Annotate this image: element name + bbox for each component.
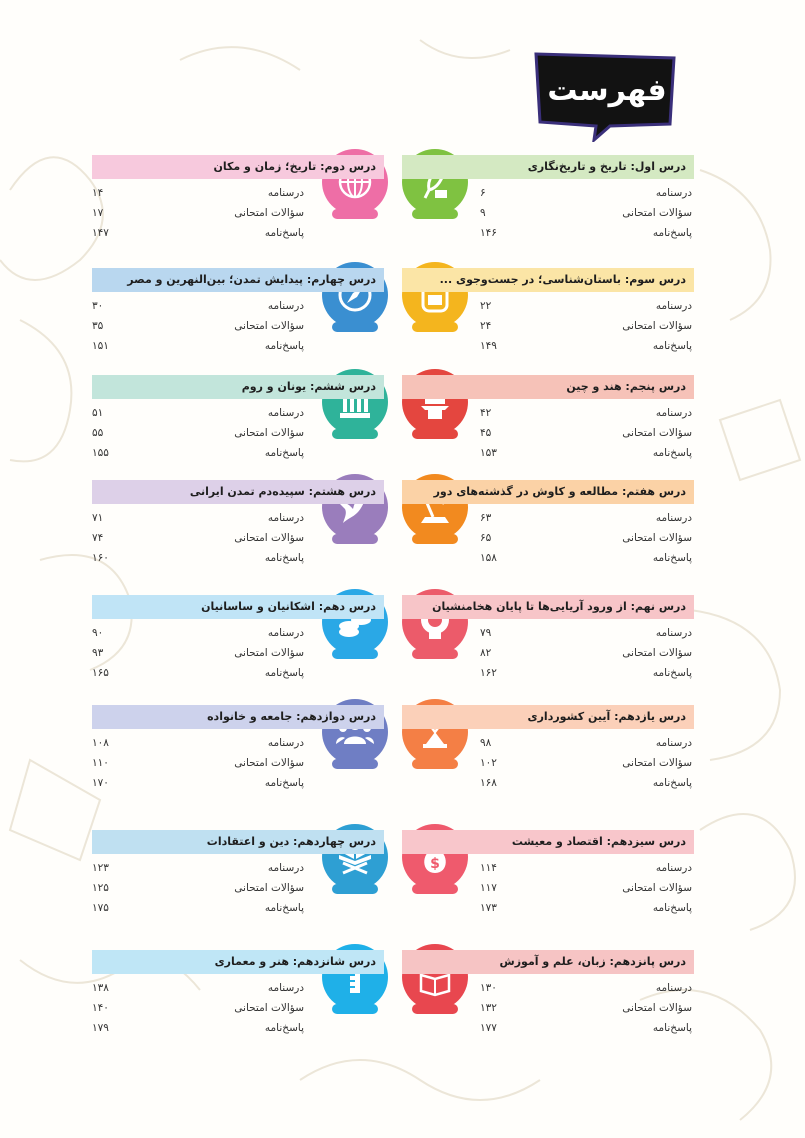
toc-row-page-number: ۷۹ (480, 627, 492, 639)
toc-row-page-number: ۱۶۸ (480, 777, 497, 789)
toc-row-label: درسنامه (267, 982, 304, 994)
toc-row[interactable] (480, 862, 692, 880)
toc-row-label: سؤالات امتحانی (234, 757, 304, 769)
toc-row[interactable] (480, 777, 692, 795)
toc-row[interactable] (92, 207, 304, 225)
toc-row[interactable] (480, 1002, 692, 1020)
lesson-title[interactable]: درس دهم: اشکانیان و ساسانیان (201, 600, 376, 613)
toc-row[interactable] (480, 647, 692, 665)
toc-row[interactable] (480, 1022, 692, 1040)
toc-row-page-number: ۱۷۹ (92, 1022, 109, 1034)
lesson-entry[interactable] (402, 155, 694, 255)
toc-row-label: سؤالات امتحانی (234, 647, 304, 659)
toc-row-label: سؤالات امتحانی (234, 320, 304, 332)
toc-row-page-number: ۶۵ (480, 532, 492, 544)
toc-row[interactable] (480, 982, 692, 1000)
toc-row-label: پاسخ‌نامه (264, 447, 304, 459)
toc-row-label: سؤالات امتحانی (622, 427, 692, 439)
toc-row[interactable] (92, 757, 304, 775)
toc-row-label: درسنامه (655, 862, 692, 874)
lesson-entry[interactable] (92, 155, 384, 255)
lesson-title[interactable]: درس دوازدهم: جامعه و خانواده (207, 710, 376, 723)
lesson-entry[interactable] (92, 950, 384, 1050)
lesson-title[interactable]: درس سیزدهم: اقتصاد و معیشت (511, 835, 686, 848)
toc-row-page-number: ۱۴۷ (92, 227, 109, 239)
toc-row[interactable] (480, 427, 692, 445)
toc-row[interactable] (92, 340, 304, 358)
toc-row-label: سؤالات امتحانی (622, 532, 692, 544)
toc-row-label: درسنامه (655, 737, 692, 749)
toc-row-page-number: ۲۴ (480, 320, 492, 332)
toc-row-label: درسنامه (655, 512, 692, 524)
toc-row-label: سؤالات امتحانی (622, 207, 692, 219)
toc-row-page-number: ۱۵۵ (92, 447, 109, 459)
toc-row-page-number: ۱۴ (92, 187, 104, 199)
toc-row-label: پاسخ‌نامه (652, 340, 692, 352)
toc-row[interactable] (480, 882, 692, 900)
lesson-title[interactable]: درس یازدهم: آیین کشورداری (527, 710, 686, 723)
toc-row-page-number: ۵۱ (92, 407, 104, 419)
toc-row[interactable] (92, 902, 304, 920)
toc-row-label: درسنامه (655, 627, 692, 639)
toc-row-page-number: ۱۴۹ (480, 340, 497, 352)
toc-row[interactable] (480, 757, 692, 775)
toc-row-label: درسنامه (267, 737, 304, 749)
toc-row-page-number: ۶ (480, 187, 486, 199)
lesson-title[interactable]: درس سوم: باستان‌شناسی؛ در جست‌وجوی ... (439, 273, 686, 286)
lesson-entry[interactable] (92, 595, 384, 695)
toc-row-label: درسنامه (655, 982, 692, 994)
toc-row[interactable] (92, 862, 304, 880)
toc-row[interactable] (480, 627, 692, 645)
toc-row[interactable] (480, 407, 692, 425)
toc-row-page-number: ۲۲ (480, 300, 492, 312)
toc-row[interactable] (92, 667, 304, 685)
lesson-entry[interactable] (402, 705, 694, 805)
toc-row-label: پاسخ‌نامه (652, 552, 692, 564)
lesson-title[interactable]: درس ششم: یونان و روم (241, 380, 376, 393)
lesson-entry[interactable] (92, 830, 384, 930)
toc-row[interactable] (92, 227, 304, 245)
toc-row-label: پاسخ‌نامه (264, 1022, 304, 1034)
lesson-entry[interactable] (92, 268, 384, 368)
lesson-title[interactable]: درس چهاردهم: دین و اعتقادات (206, 835, 376, 848)
toc-row-page-number: ۶۳ (480, 512, 492, 524)
toc-row-page-number: ۱۴۶ (480, 227, 497, 239)
toc-row-page-number: ۴۵ (480, 427, 492, 439)
toc-row-label: درسنامه (655, 300, 692, 312)
toc-row[interactable] (480, 902, 692, 920)
toc-row[interactable] (92, 320, 304, 338)
toc-row-label: درسنامه (267, 187, 304, 199)
lesson-title[interactable]: درس پانزدهم: زبان، علم و آموزش (499, 955, 686, 968)
lesson-title[interactable]: درس پنجم: هند و چین (566, 380, 686, 393)
toc-row-label: سؤالات امتحانی (622, 647, 692, 659)
toc-row-label: پاسخ‌نامه (264, 902, 304, 914)
toc-row[interactable] (480, 667, 692, 685)
toc-row-label: پاسخ‌نامه (652, 447, 692, 459)
toc-row-page-number: ۹ (480, 207, 486, 219)
toc-row[interactable] (480, 532, 692, 550)
lesson-title[interactable]: درس اول: تاریخ و تاریخ‌نگاری (527, 160, 686, 173)
toc-row-page-number: ۱۷۷ (480, 1022, 497, 1034)
toc-row-page-number: ۱۳۸ (92, 982, 109, 994)
toc-row-label: پاسخ‌نامه (652, 667, 692, 679)
toc-row[interactable] (92, 882, 304, 900)
lesson-title[interactable]: درس هفتم: مطالعه و کاوش در گذشته‌های دور (433, 485, 686, 498)
toc-row-label: درسنامه (267, 300, 304, 312)
toc-row-label: سؤالات امتحانی (234, 207, 304, 219)
toc-row[interactable] (92, 532, 304, 550)
page-title-box (532, 50, 678, 142)
toc-row-page-number: ۱۶۲ (480, 667, 497, 679)
toc-row-label: سؤالات امتحانی (234, 427, 304, 439)
lesson-entry[interactable] (402, 595, 694, 695)
toc-row-label: درسنامه (267, 627, 304, 639)
lesson-entry[interactable] (92, 705, 384, 805)
toc-row-label: سؤالات امتحانی (622, 882, 692, 894)
toc-row-page-number: ۱۷۵ (92, 902, 109, 914)
toc-row-page-number: ۱۷ (92, 207, 104, 219)
toc-row-label: پاسخ‌نامه (264, 777, 304, 789)
toc-row-page-number: ۱۱۴ (480, 862, 497, 874)
toc-row-page-number: ۵۵ (92, 427, 104, 439)
lesson-title[interactable]: درس هشتم: سپیده‌دم تمدن ایرانی (189, 485, 376, 498)
toc-row[interactable] (92, 512, 304, 530)
toc-row-page-number: ۳۵ (92, 320, 104, 332)
lesson-entry[interactable] (402, 830, 694, 930)
toc-row-page-number: ۱۶۰ (92, 552, 109, 564)
toc-row[interactable] (480, 187, 692, 205)
toc-row-page-number: ۹۸ (480, 737, 492, 749)
lesson-title[interactable]: درس شانزدهم: هنر و معماری (214, 955, 376, 968)
toc-row[interactable] (480, 227, 692, 245)
toc-row[interactable] (92, 647, 304, 665)
toc-row-label: پاسخ‌نامه (264, 552, 304, 564)
toc-row-label: پاسخ‌نامه (264, 227, 304, 239)
toc-row-label: درسنامه (267, 407, 304, 419)
toc-row[interactable] (92, 737, 304, 755)
toc-row-page-number: ۴۲ (480, 407, 492, 419)
toc-row[interactable] (92, 427, 304, 445)
toc-row[interactable] (480, 320, 692, 338)
toc-row[interactable] (480, 207, 692, 225)
toc-row-page-number: ۹۳ (92, 647, 104, 659)
toc-row-label: سؤالات امتحانی (622, 1002, 692, 1014)
toc-row-label: درسنامه (655, 407, 692, 419)
lesson-entry[interactable] (402, 375, 694, 475)
toc-row-label: پاسخ‌نامه (652, 902, 692, 914)
toc-row[interactable] (480, 340, 692, 358)
lesson-entry[interactable] (402, 480, 694, 580)
toc-row-page-number: ۸۲ (480, 647, 492, 659)
toc-row-label: سؤالات امتحانی (234, 1002, 304, 1014)
lesson-title[interactable]: درس دوم: تاریخ؛ زمان و مکان (213, 160, 376, 173)
toc-row-label: سؤالات امتحانی (622, 320, 692, 332)
lesson-entry[interactable] (402, 268, 694, 368)
toc-row[interactable] (92, 777, 304, 795)
toc-row-page-number: ۳۰ (92, 300, 104, 312)
toc-row-label: پاسخ‌نامه (652, 777, 692, 789)
toc-row-page-number: ۱۲۳ (92, 862, 109, 874)
lesson-entry[interactable] (92, 480, 384, 580)
toc-row[interactable] (92, 187, 304, 205)
toc-row-label: سؤالات امتحانی (622, 757, 692, 769)
toc-row-page-number: ۷۱ (92, 512, 104, 524)
toc-row-page-number: ۱۳۰ (480, 982, 497, 994)
toc-row-page-number: ۱۴۰ (92, 1002, 109, 1014)
toc-row-page-number: ۱۷۰ (92, 777, 109, 789)
toc-row-label: درسنامه (267, 862, 304, 874)
toc-row-page-number: ۱۵۳ (480, 447, 497, 459)
toc-row-label: درسنامه (267, 512, 304, 524)
toc-row-page-number: ۱۲۵ (92, 882, 109, 894)
toc-row-page-number: ۱۰۸ (92, 737, 109, 749)
toc-row-label: پاسخ‌نامه (264, 667, 304, 679)
toc-row[interactable] (92, 627, 304, 645)
lesson-title[interactable]: درس چهارم: پیدایش تمدن؛ بین‌النهرین و مصر (127, 273, 376, 286)
toc-row[interactable] (480, 512, 692, 530)
toc-row-page-number: ۱۷۳ (480, 902, 497, 914)
toc-row[interactable] (480, 737, 692, 755)
toc-row[interactable] (92, 407, 304, 425)
toc-row-page-number: ۱۳۲ (480, 1002, 497, 1014)
page-title: فهرست (547, 72, 667, 108)
toc-row-label: پاسخ‌نامه (652, 1022, 692, 1034)
toc-row-page-number: ۹۰ (92, 627, 104, 639)
toc-row-page-number: ۱۵۸ (480, 552, 497, 564)
lesson-entry[interactable] (402, 950, 694, 1050)
toc-row-label: پاسخ‌نامه (264, 340, 304, 352)
toc-row-page-number: ۱۱۷ (480, 882, 497, 894)
lesson-entry[interactable] (92, 375, 384, 475)
toc-row[interactable] (92, 300, 304, 318)
toc-row-page-number: ۱۱۰ (92, 757, 109, 769)
toc-row[interactable] (92, 447, 304, 465)
toc-row[interactable] (92, 1022, 304, 1040)
toc-row[interactable] (92, 552, 304, 570)
toc-row[interactable] (480, 447, 692, 465)
toc-row-label: درسنامه (655, 187, 692, 199)
svg-text:$: $ (430, 856, 440, 872)
toc-row[interactable] (480, 552, 692, 570)
toc-row-page-number: ۱۰۲ (480, 757, 497, 769)
toc-row-page-number: ۱۵۱ (92, 340, 109, 352)
toc-row-label: سؤالات امتحانی (234, 532, 304, 544)
lesson-title[interactable]: درس نهم: از ورود آریایی‌ها تا پایان هخامنشیان (432, 600, 686, 613)
toc-row[interactable] (92, 982, 304, 1000)
toc-row-page-number: ۱۶۵ (92, 667, 109, 679)
toc-row[interactable] (92, 1002, 304, 1020)
toc-row-page-number: ۷۴ (92, 532, 104, 544)
toc-row[interactable] (480, 300, 692, 318)
toc-row-label: پاسخ‌نامه (652, 227, 692, 239)
toc-row-label: سؤالات امتحانی (234, 882, 304, 894)
